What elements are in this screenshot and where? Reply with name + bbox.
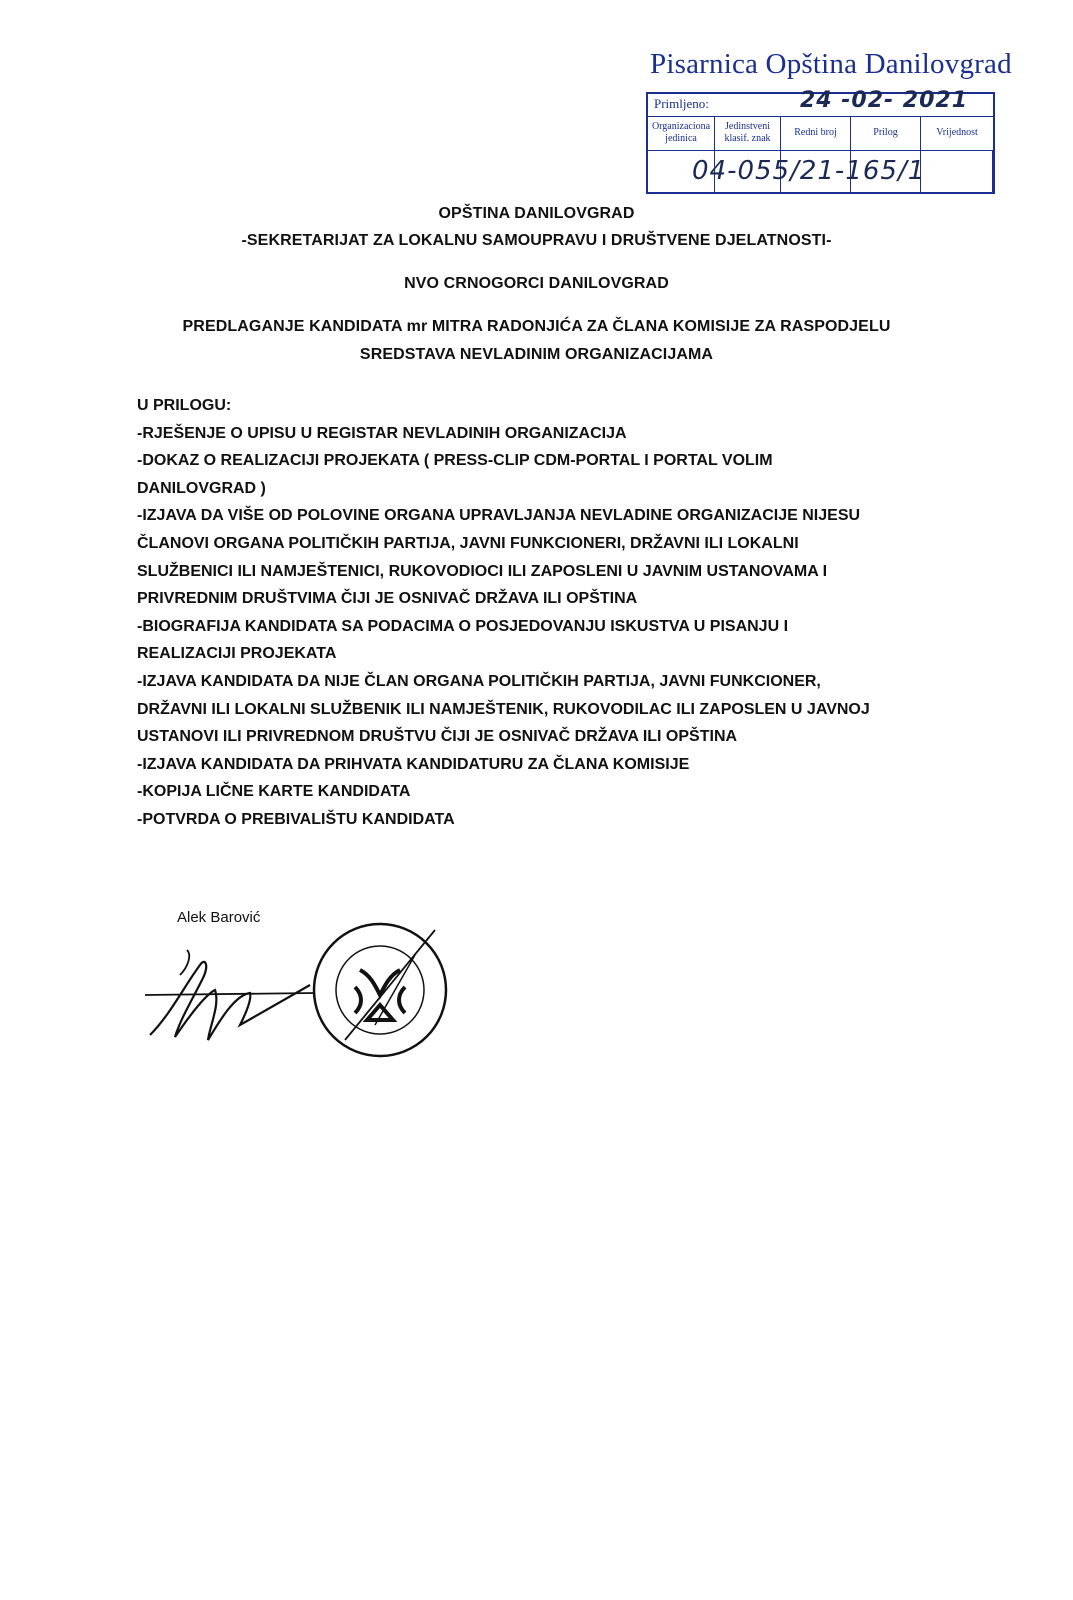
attachment-line: -IZJAVA KANDIDATA DA PRIHVATA KANDIDATURU ZA ČLANA KOMISIJE: [137, 755, 690, 773]
registry-column-header: Organizaciona jedinica: [648, 116, 715, 150]
subject-line-1: PREDLAGANJE KANDIDATA mr MITRA RADONJIĆA ZA ČLANA KOMISIJE ZA RASPODJELU: [182, 318, 891, 335]
attachment-line: ČLANOVI ORGANA POLITIČKIH PARTIJA, JAVNI FUNKCIONERI, DRŽAVNI ILI LOKALNI: [137, 534, 799, 552]
secretariat-heading: -SEKRETARIJAT ZA LOKALNU SAMOUPRAVU I DRUŠTVENE DJELATNOSTI-: [241, 232, 832, 249]
attachment-line: DANILOVGRAD ): [137, 479, 266, 497]
attachment-line: USTANOVI ILI PRIVREDNOM DRUŠTVU ČIJI JE OSNIVAČ DRŽAVA ILI OPŠTINA: [137, 728, 738, 746]
attachment-line: PRIVREDNIM DRUŠTVIMA ČIJI JE OSNIVAČ DRŽAVA ILI OPŠTINA: [137, 590, 638, 608]
attachment-line: -RJEŠENJE O UPISU U REGISTAR NEVLADINIH ORGANIZACIJA: [137, 424, 627, 442]
registry-column-header: Vrijednost: [936, 127, 978, 138]
attachment-line: DRŽAVNI ILI LOKALNI SLUŽBENIK ILI NAMJEŠTENIK, RUKOVODILAC ILI ZAPOSLEN U JAVNOJ: [137, 700, 870, 718]
registry-column-header: Prilog: [851, 116, 921, 150]
registry-file-number: 04-055/21-165/1: [692, 156, 926, 186]
subject-line-2: SREDSTAVA NEVLADINIM ORGANIZACIJAMA: [359, 346, 714, 363]
attachment-line: -BIOGRAFIJA KANDIDATA SA PODACIMA O POSJEDOVANJU ISKUSTVA U PISANJU I: [137, 617, 789, 635]
registry-received-row: [648, 88, 993, 117]
registry-column-headers: [648, 116, 993, 151]
attachments-list: [137, 392, 937, 834]
attachments-heading: U PRILOGU:: [137, 397, 232, 414]
attachment-line: -KOPIJA LIČNE KARTE KANDIDATA: [137, 783, 411, 801]
registry-received-date: 24 -02- 2021: [800, 88, 969, 113]
attachment-line: REALIZACIJI PROJEKATA: [137, 645, 337, 663]
attachment-line: -IZJAVA DA VIŠE OD POLOVINE ORGANA UPRAVLJANJA NEVLADINE ORGANIZACIJE NIJESU: [137, 507, 861, 525]
registry-column-header: Jedinstveni klasif. znak: [715, 116, 781, 150]
registry-value-cell: [921, 150, 993, 194]
attachment-line: SLUŽBENICI ILI NAMJEŠTENICI, RUKOVODIOCI ILI ZAPOSLENI U JAVNIM USTANOVAMA I: [137, 562, 828, 580]
attachment-line: -POTVRDA O PREBIVALIŠTU KANDIDATA: [137, 810, 455, 828]
organization-seal: [305, 915, 455, 1065]
organization-heading: NVO CRNOGORCI DANILOVGRAD: [404, 275, 669, 292]
attachment-line: -IZJAVA KANDIDATA DA NIJE ČLAN ORGANA POLITIČKIH PARTIJA, JAVNI FUNKCIONER,: [137, 672, 821, 690]
attachment-line: -DOKAZ O REALIZACIJI PROJEKATA ( PRESS-CLIP CDM-PORTAL I PORTAL VOLIM: [137, 452, 773, 470]
municipality-heading: OPŠTINA DANILOVGRAD: [438, 205, 635, 222]
signer-name: Alek Barović: [177, 909, 261, 926]
registry-column-header: Redni broj: [781, 116, 851, 150]
registry-stamp-box: [646, 88, 995, 194]
registry-received-label: Primljeno:: [654, 96, 709, 111]
handwritten-signature: [140, 945, 330, 1055]
registry-stamp-title: Pisarnica Opština Danilovgrad: [650, 48, 1012, 80]
